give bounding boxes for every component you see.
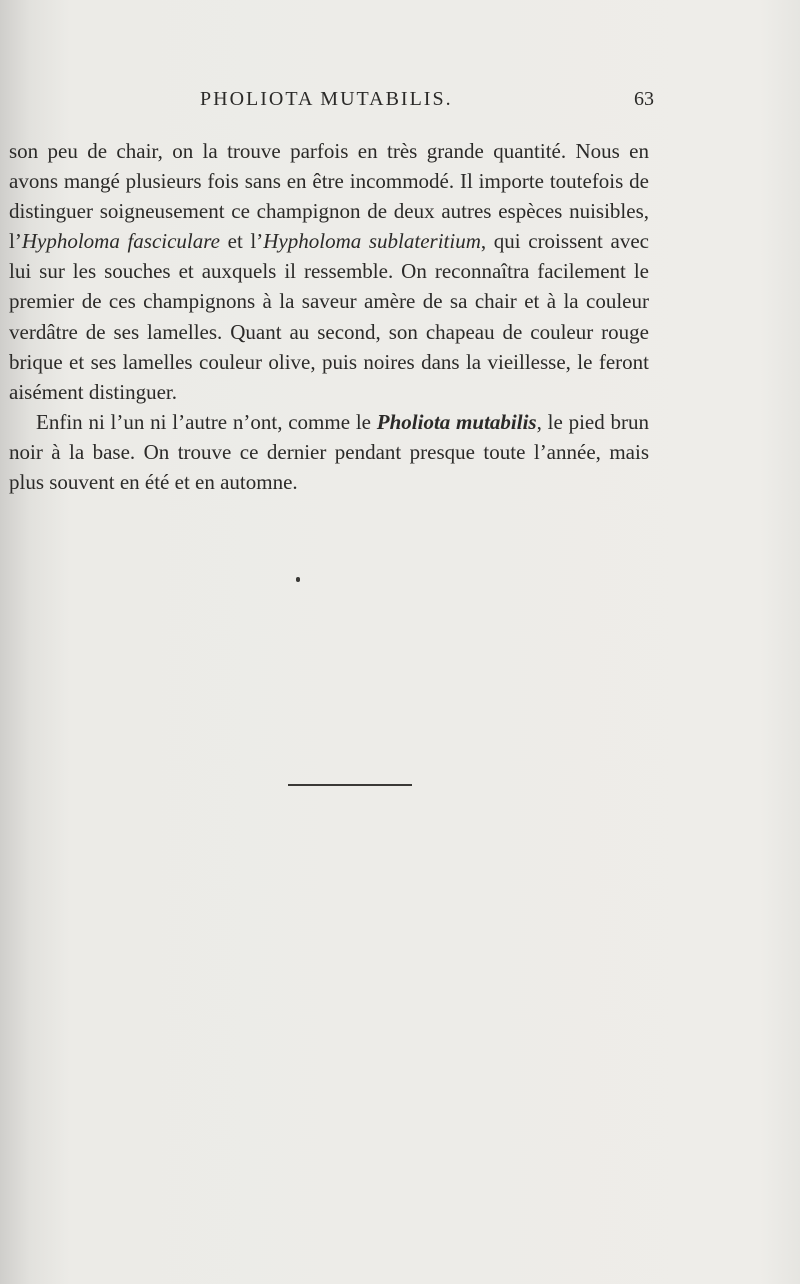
- paragraph-2: [9, 407, 649, 497]
- section-end-rule: [288, 784, 412, 786]
- species-name-pholiota: Pholiota mutabilis: [376, 409, 537, 434]
- paragraph-2-text-continued: , le pied brun noir à la base. On trouve ce dernier pendant presque toute l’année, mais plus souvent en été et en automne.: [9, 409, 649, 495]
- paragraph-1: [9, 136, 649, 407]
- body-text: [9, 136, 649, 497]
- species-name-sublateritium: Hypholoma sublateritium: [263, 229, 481, 254]
- paragraph-2-text: Enfin ni l’un ni l’autre n’ont, comme le: [36, 409, 377, 434]
- paragraph-1-article: l’: [9, 229, 22, 254]
- paragraph-1-article-2: l’: [250, 229, 264, 254]
- paragraph-1-text-continued: , qui croissent avec lui sur les souches et auxquels il ressemble. On reconnaîtra facilement le premier de ces champignons à la saveur amère de sa chair et à la couleur verdâtre de ses lamelles. Quant au second, son chapeau de couleur rouge brique et ses lamelles couleur olive, puis noires dans la vieillesse, le feront aisément distinguer.: [9, 229, 649, 404]
- page-number: 63: [634, 88, 654, 110]
- ink-speck: [296, 577, 300, 582]
- paragraph-1-connector: et: [219, 229, 251, 254]
- paragraph-1-text: son peu de chair, on la trouve parfois en très grande quantité. Nous en avons mangé plusieurs fois sans en être incommodé. Il importe toutefois de distinguer soigneusement ce champignon de deux autres espèces nuisibles,: [9, 139, 649, 224]
- species-name-fasciculare: Hypholoma fasciculare: [21, 229, 220, 254]
- running-title: PHOLIOTA MUTABILIS.: [200, 88, 453, 110]
- page-header: [200, 88, 654, 118]
